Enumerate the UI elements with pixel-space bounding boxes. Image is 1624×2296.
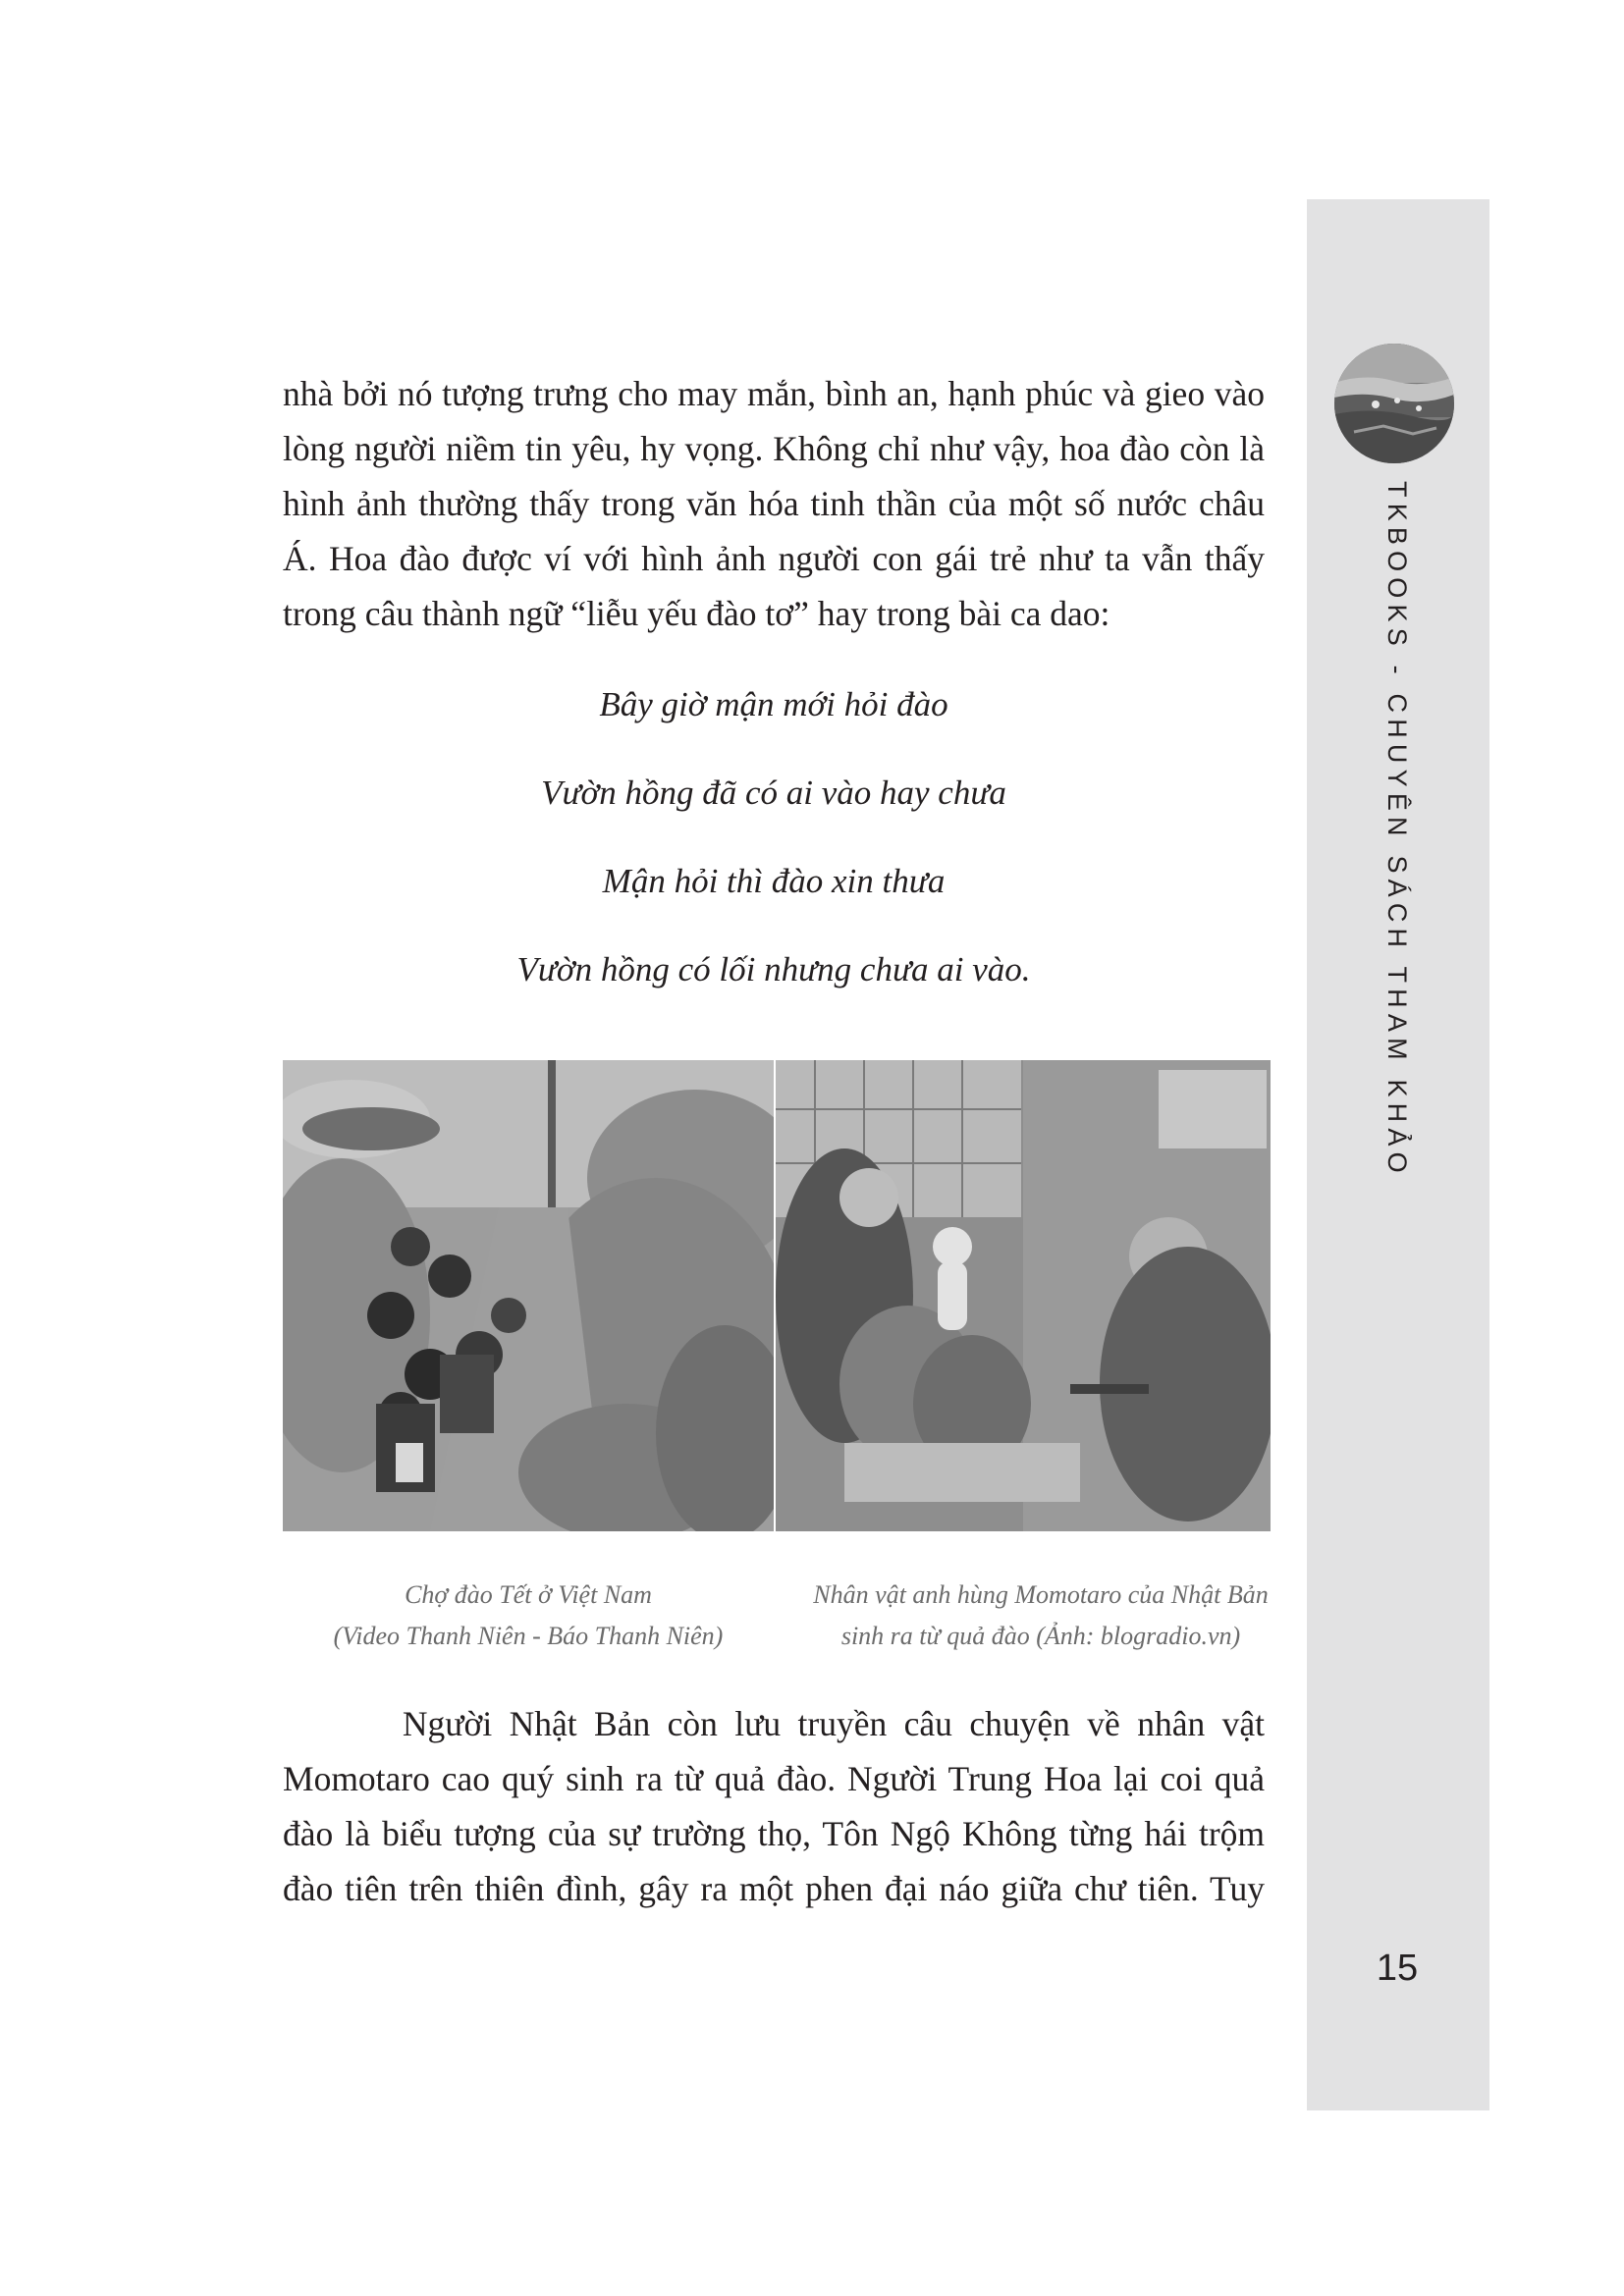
paragraph-line: nhà bởi nó tượng trưng cho may mắn, bình an, hạnh phúc và gieo vào bbox=[283, 374, 1265, 413]
paragraph-line: Á. Hoa đào được ví với hình ảnh người con gái trẻ như ta vẫn thấy bbox=[283, 539, 1265, 578]
poem-line: Vườn hồng đã có ai vào hay chưa bbox=[541, 774, 1006, 812]
caption-line: sinh ra từ quả đào (Ảnh: blogradio.vn) bbox=[840, 1622, 1241, 1650]
page-number: 15 bbox=[1376, 1948, 1419, 1989]
paragraph-line: đào tiên trên thiên đình, gây ra một phen đại náo giữa chư tiên. Tuy bbox=[283, 1869, 1265, 1908]
caption-line: Chợ đào Tết ở Việt Nam bbox=[405, 1580, 652, 1609]
caption-momotaro bbox=[776, 1575, 1306, 1657]
caption-line: Nhân vật anh hùng Momotaro của Nhật Bản bbox=[813, 1580, 1269, 1609]
paragraph-line: đào là biểu tượng của sự trường thọ, Tôn Ngộ Không từng hái trộm bbox=[283, 1814, 1265, 1853]
paragraph-line: Người Nhật Bản còn lưu truyền câu chuyện về nhân vật bbox=[283, 1704, 1265, 1743]
caption-peach-market bbox=[283, 1575, 774, 1657]
tkbooks-logo-icon bbox=[1334, 344, 1454, 463]
folk-poem bbox=[283, 677, 1265, 1031]
paragraph-line: Momotaro cao quý sinh ra từ quả đào. Người Trung Hoa lại coi quả bbox=[283, 1759, 1265, 1798]
poem-line: Vườn hồng có lối nhưng chưa ai vào. bbox=[516, 950, 1031, 988]
paragraph-2 bbox=[283, 1696, 1265, 1916]
peach-market-photo bbox=[283, 1060, 774, 1531]
paragraph-line: trong câu thành ngữ “liễu yếu đào tơ” hay trong bài ca dao: bbox=[283, 594, 1110, 633]
paragraph-line: lòng người niềm tin yêu, hy vọng. Không chỉ như vậy, hoa đào còn là bbox=[283, 429, 1265, 468]
poem-line: Bây giờ mận mới hỏi đào bbox=[599, 685, 948, 723]
paragraph-1 bbox=[283, 366, 1265, 641]
series-title: TKBOOKS - CHUYÊN SÁCH THAM KHẢO bbox=[1382, 481, 1412, 1179]
poem-line: Mận hỏi thì đào xin thưa bbox=[602, 862, 946, 900]
caption-line: (Video Thanh Niên - Báo Thanh Niên) bbox=[333, 1622, 724, 1650]
paragraph-line: hình ảnh thường thấy trong văn hóa tinh thần của một số nước châu bbox=[283, 484, 1265, 523]
momotaro-illustration bbox=[776, 1060, 1271, 1531]
